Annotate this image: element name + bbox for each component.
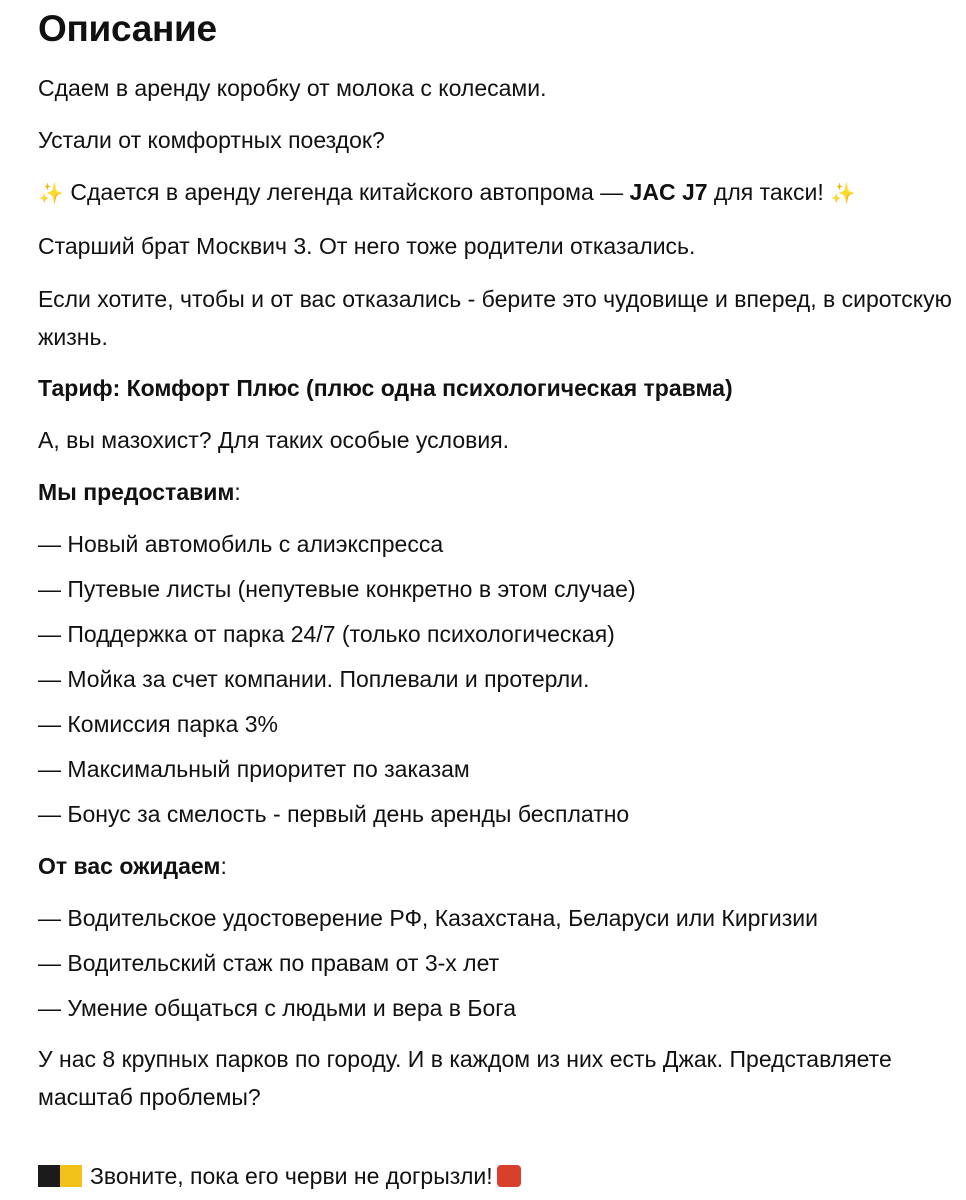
list-item: — Водительский стаж по правам от 3-х лет: [38, 950, 500, 976]
flag-yellow-square-icon: [60, 1165, 82, 1187]
intro-line-1: Сдаем в аренду коробку от молока с колесами.: [38, 75, 547, 101]
list-item: — Водительское удостоверение РФ, Казахстана, Беларуси или Киргизии: [38, 905, 818, 931]
list-item: — Мойка за счет компании. Поплевали и протерли.: [38, 666, 590, 692]
expect-list: [38, 898, 928, 1028]
sparkle-star-icon: ✨: [830, 183, 856, 205]
telephone-icon: [497, 1165, 521, 1187]
sparkle-star-icon: ✨: [38, 183, 64, 205]
expect-heading: [38, 846, 928, 886]
intro-line-2: Устали от комфортных поездок?: [38, 127, 385, 153]
list-item: — Новый автомобиль с алиэкспресса: [38, 531, 444, 557]
flag-black-square-icon: [38, 1165, 60, 1187]
list-item: — Умение общаться с людьми и вера в Бога: [38, 995, 516, 1021]
provide-heading-text: Мы предоставим: [38, 479, 235, 505]
car-model: JAC J7: [629, 179, 708, 205]
list-item: — Поддержка от парка 24/7 (только психологическая): [38, 621, 615, 647]
orphan-line: Если хотите, чтобы и от вас отказались - берите это чудовище и вперед, в сиротскую жизнь.: [38, 286, 952, 350]
legend-line: [38, 172, 928, 214]
provide-list: [38, 524, 928, 834]
call-line: [38, 1156, 928, 1196]
parks-line: У нас 8 крупных парков по городу. И в каждом из них есть Джак. Представляете масштаб проблемы?: [38, 1046, 892, 1110]
list-item: — Комиссия парка 3%: [38, 711, 278, 737]
legend-text-after: для такси!: [707, 179, 824, 205]
brother-line: Старший брат Москвич 3. От него тоже родители отказались.: [38, 233, 696, 259]
provide-heading: [38, 472, 928, 512]
expect-colon: :: [220, 853, 227, 879]
list-item: — Путевые листы (непутевые конкретно в этом случае): [38, 576, 636, 602]
tariff-text: Тариф: Комфорт Плюс (плюс одна психологическая травма): [38, 375, 733, 401]
expect-heading-text: От вас ожидаем: [38, 853, 221, 879]
list-item: — Бонус за смелость - первый день аренды бесплатно: [38, 801, 630, 827]
page-title: Описание: [38, 8, 217, 49]
call-text: Звоните, пока его черви не догрызли!: [90, 1163, 493, 1189]
legend-text-before: Сдается в аренду легенда китайского автопрома —: [70, 179, 630, 205]
provide-colon: :: [234, 479, 241, 505]
tariff-line: [38, 368, 928, 408]
masochist-line: А, вы мазохист? Для таких особые условия.: [38, 427, 510, 453]
list-item: — Максимальный приоритет по заказам: [38, 756, 470, 782]
